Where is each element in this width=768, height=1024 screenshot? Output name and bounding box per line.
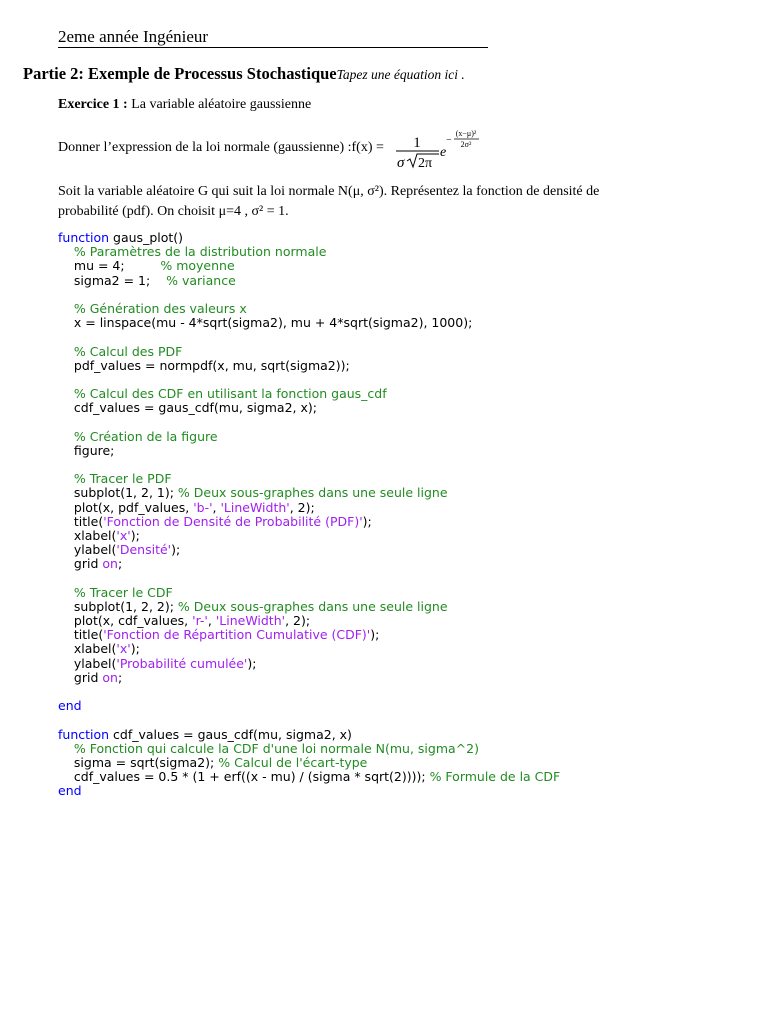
code-text: , 2); — [285, 613, 311, 629]
code-line — [58, 274, 560, 288]
code-text: ylabel( — [58, 655, 117, 671]
code-line — [58, 713, 560, 727]
code-line — [58, 486, 560, 500]
exercise-heading — [58, 97, 311, 113]
code-line — [58, 430, 560, 444]
code-comment: % Fonction qui calcule la CDF d'une loi normale N(mu, sigma^2) — [58, 740, 479, 756]
code-string: 'LineWidth' — [215, 613, 286, 629]
code-string: 'LineWidth' — [220, 499, 290, 515]
paragraph-line-2: probabilité (pdf). On choisit μ=4 , σ² = 1. — [58, 204, 289, 219]
code-line — [58, 359, 560, 373]
code-comment: % moyenne — [160, 258, 235, 274]
code-line — [58, 756, 560, 770]
code-keyword: function — [58, 230, 110, 245]
code-text: , — [212, 499, 221, 515]
code-string: 'x' — [116, 641, 131, 657]
code-string: on — [102, 669, 118, 685]
code-line — [58, 401, 560, 415]
code-text: gaus_plot() — [109, 230, 184, 245]
formula-exp-numerator: (x−μ)² — [455, 129, 477, 138]
code-line — [58, 472, 560, 486]
header-title: 2eme année Ingénieur — [58, 27, 209, 46]
code-comment: % variance — [166, 272, 236, 288]
code-text: sigma2 = 1; — [58, 272, 167, 288]
part-title: Partie 2: Exemple de Processus Stochastique — [23, 64, 337, 83]
code-line — [58, 302, 560, 316]
code-text: title( — [58, 627, 104, 643]
code-string: 'Fonction de Densité de Probabilité (PDF)' — [103, 513, 363, 529]
code-line — [58, 671, 560, 685]
exercise-title: La variable aléatoire gaussienne — [127, 97, 312, 112]
code-line — [58, 373, 560, 387]
code-text: ); — [370, 627, 380, 643]
code-line — [58, 628, 560, 642]
document-header — [58, 27, 488, 48]
code-line — [58, 557, 560, 571]
paragraph-line-1: Soit la variable aléatoire G qui suit la loi normale N(μ, σ²). Représentez la fonction de densité de — [58, 184, 600, 199]
formula-root-content: 2π — [418, 156, 433, 170]
code-text: sigma = sqrt(sigma2); — [58, 754, 219, 770]
code-line — [58, 784, 560, 798]
matlab-code-block — [58, 231, 560, 799]
code-text: ); — [130, 641, 140, 657]
code-text: pdf_values = normpdf(x, mu, sqrt(sigma2)); — [58, 357, 350, 373]
normal-law-question: Donner l’expression de la loi normale (gaussienne) :f(x) = — [58, 140, 384, 155]
code-line — [58, 657, 560, 671]
equation-placeholder[interactable]: Tapez une équation ici . — [336, 67, 465, 82]
code-comment: % Calcul des CDF en utilisant la fonction gaus_cdf — [58, 386, 387, 402]
code-line — [58, 529, 560, 543]
code-line — [58, 586, 560, 600]
code-text: ); — [171, 542, 181, 558]
code-comment: % Création de la figure — [58, 428, 218, 444]
code-string: 'x' — [116, 527, 131, 543]
exercise-label: Exercice 1 : — [58, 97, 128, 112]
code-line — [58, 387, 560, 401]
code-string: 'Probabilité cumulée' — [116, 655, 248, 671]
code-text: cdf_values = gaus_cdf(mu, sigma2, x) — [109, 726, 352, 742]
formula-exp-minus: − — [446, 135, 452, 146]
code-text: ; — [117, 556, 123, 572]
code-comment: % Formule de la CDF — [429, 769, 561, 785]
code-comment: % Paramètres de la distribution normale — [58, 244, 327, 260]
code-keyword: end — [58, 783, 82, 799]
code-text: plot(x, cdf_values, — [58, 613, 193, 629]
code-text: grid — [58, 669, 103, 685]
code-line — [58, 259, 560, 273]
code-string: 'Fonction de Répartition Cumulative (CDF)' — [103, 627, 371, 643]
code-text: ); — [247, 655, 257, 671]
code-line — [58, 770, 560, 784]
code-line — [58, 231, 560, 245]
code-keyword: end — [58, 698, 82, 714]
code-line — [58, 515, 560, 529]
code-text: subplot(1, 2, 1); — [58, 485, 178, 501]
code-comment: % Calcul de l'écart-type — [218, 754, 368, 770]
code-line — [58, 330, 560, 344]
code-text: grid — [58, 556, 103, 572]
code-line — [58, 415, 560, 429]
code-comment: % Tracer le PDF — [58, 471, 172, 487]
code-text: x = linspace(mu - 4*sqrt(sigma2), mu + 4*sqrt(sigma2), 1000); — [58, 315, 473, 331]
section-title — [23, 64, 465, 84]
code-comment: % Calcul des PDF — [58, 343, 183, 359]
code-line — [58, 699, 560, 713]
code-text: mu = 4; — [58, 258, 161, 274]
code-line — [58, 543, 560, 557]
code-text: cdf_values = gaus_cdf(mu, sigma2, x); — [58, 400, 317, 416]
code-line — [58, 642, 560, 656]
code-comment: % Génération des valeurs x — [58, 300, 247, 316]
code-text: ); — [362, 513, 372, 529]
code-string: 'b-' — [193, 499, 213, 515]
code-line — [58, 614, 560, 628]
code-line — [58, 345, 560, 359]
code-line — [58, 444, 560, 458]
code-line — [58, 458, 560, 472]
code-comment: % Deux sous-graphes dans une seule ligne — [177, 598, 448, 614]
code-string: 'Densité' — [116, 542, 172, 558]
code-text: subplot(1, 2, 2); — [58, 598, 178, 614]
code-string: 'r-' — [192, 613, 208, 629]
code-string: on — [102, 556, 118, 572]
code-line — [58, 245, 560, 259]
code-line — [58, 685, 560, 699]
code-line — [58, 742, 560, 756]
code-text: plot(x, pdf_values, — [58, 499, 194, 515]
formula-exp-base: e — [440, 145, 447, 160]
code-text: ); — [130, 527, 140, 543]
code-line — [58, 572, 560, 586]
code-text: figure; — [58, 442, 115, 458]
code-line — [58, 600, 560, 614]
code-text: xlabel( — [58, 527, 117, 543]
code-text: cdf_values = 0.5 * (1 + erf((x - mu) / (sigma * sqrt(2)))); — [58, 769, 430, 785]
gaussian-formula — [393, 126, 493, 170]
code-line — [58, 728, 560, 742]
code-line — [58, 288, 560, 302]
code-comment: % Tracer le CDF — [58, 584, 173, 600]
code-line — [58, 501, 560, 515]
formula-numerator: 1 — [413, 135, 421, 151]
code-text: xlabel( — [58, 641, 117, 657]
code-line — [58, 316, 560, 330]
formula-exp-denominator: 2σ² — [460, 140, 472, 149]
code-keyword: function — [58, 726, 110, 742]
code-text: title( — [58, 513, 104, 529]
code-comment: % Deux sous-graphes dans une seule ligne — [177, 485, 448, 501]
code-text: , — [207, 613, 216, 629]
code-text: , 2); — [289, 499, 315, 515]
code-text: ylabel( — [58, 542, 117, 558]
code-text: ; — [117, 669, 123, 685]
formula-sigma: σ — [397, 155, 405, 170]
exercise-paragraph — [58, 182, 638, 222]
